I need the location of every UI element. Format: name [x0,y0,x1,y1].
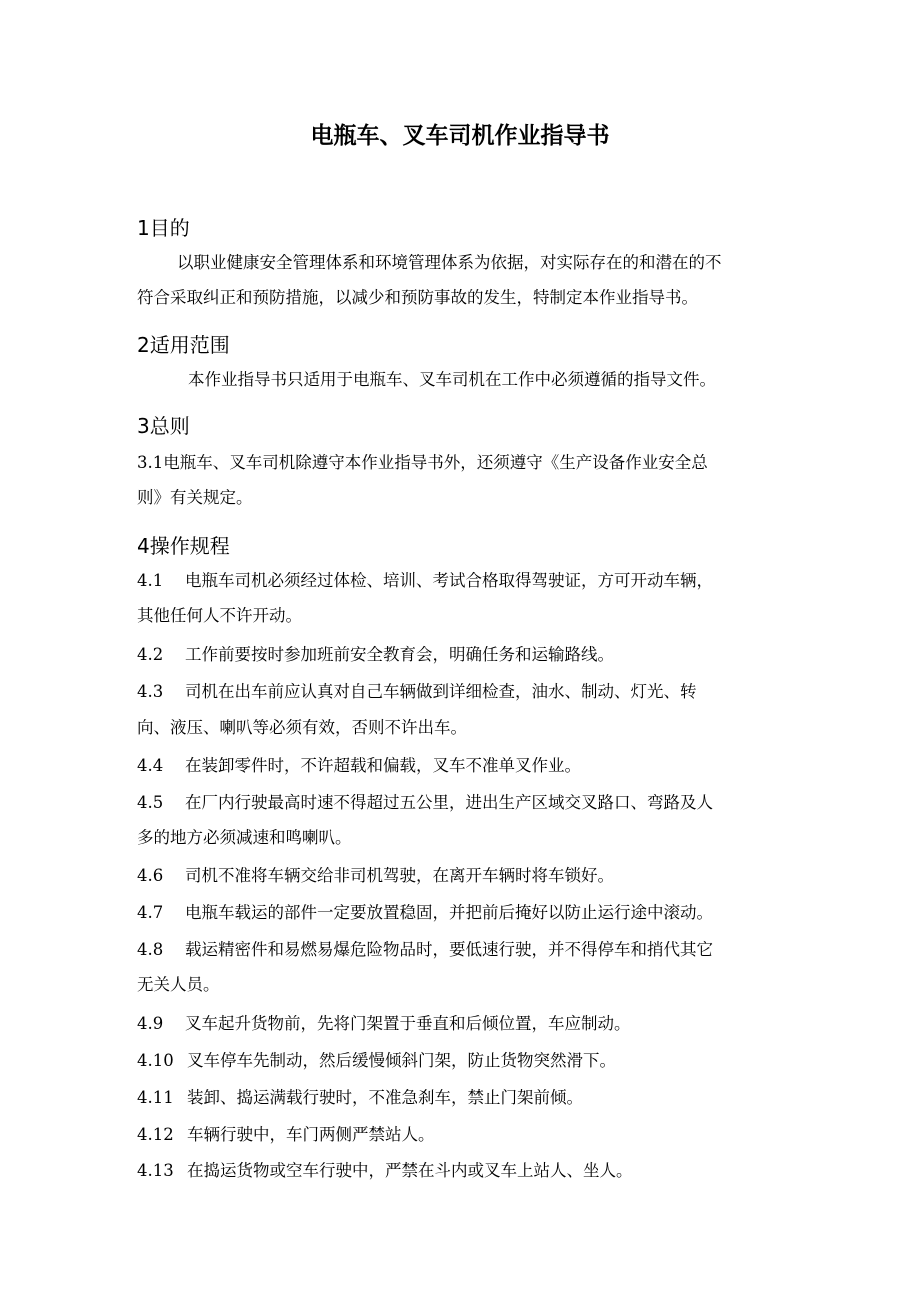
section-heading-scope: 2适用范围 [137,333,230,357]
item-text: 载运精密件和易燃易爆危险物品时，要低速行驶，并不得停车和捎代其它 [185,940,713,959]
item-number: 4.7 [137,903,164,922]
item-continuation: 无关人员。 [137,975,220,994]
item-text: 叉车起升货物前，先将门架置于垂直和后倾位置，车应制动。 [185,1014,631,1033]
item-number: 4.1 [137,571,164,590]
section-heading-purpose: 1目的 [137,216,190,240]
general-line-1: 3.1电瓶车、叉车司机除遵守本作业指导书外，还须遵守《生产设备作业安全总 [137,453,708,472]
item-text: 司机在出车前应认真对自己车辆做到详细检查，油水、制动、灯光、转 [185,682,697,701]
general-line-2: 则》有关规定。 [137,488,253,507]
purpose-line-1: 以职业健康安全管理体系和环境管理体系为依据，对实际存在的和潜在的不 [177,253,722,272]
item-number: 4.12 [137,1125,174,1144]
item-number: 4.11 [137,1088,174,1107]
purpose-line-2: 符合采取纠正和预防措施，以减少和预防事故的发生，特制定本作业指导书。 [137,288,698,307]
list-item [137,1012,631,1036]
scope-line-1: 本作业指导书只适用于电瓶车、叉车司机在工作中必须遵循的指导文件。 [188,370,716,389]
list-item [137,754,581,778]
item-text: 在装卸零件时，不许超载和偏载，叉车不准单叉作业。 [185,756,581,775]
list-item [137,643,614,667]
section-heading-general: 3总则 [137,414,190,438]
item-continuation: 多的地方必须减速和鸣喇叭。 [137,828,352,847]
list-item [137,1049,616,1073]
item-text: 工作前要按时参加班前安全教育会，明确任务和运输路线。 [185,645,614,664]
list-item [137,1086,583,1110]
item-continuation: 其他任何人不许开动。 [137,606,302,625]
item-text: 车辆行驶中，车门两侧严禁站人。 [187,1125,435,1144]
item-text: 在捣运货物或空车行驶中，严禁在斗内或叉车上站人、坐人。 [187,1161,633,1180]
item-number: 4.13 [137,1161,174,1180]
list-item [137,680,697,704]
item-number: 4.3 [137,682,164,701]
item-number: 4.6 [137,866,164,885]
list-item [137,791,713,815]
list-item [137,1159,633,1183]
document-title: 电瓶车、叉车司机作业指导书 [310,123,610,149]
item-continuation: 向、液压、喇叭等必须有效，否则不许出车。 [137,718,467,737]
list-item [137,864,614,888]
item-number: 4.9 [137,1014,164,1033]
list-item [137,569,713,593]
item-number: 4.8 [137,940,164,959]
item-number: 4.5 [137,793,164,812]
item-number: 4.10 [137,1051,174,1070]
section-heading-procedures: 4操作规程 [137,534,230,558]
item-text: 在厂内行驶最高时速不得超过五公里，进出生产区域交叉路口、弯路及人 [185,793,713,812]
item-text: 电瓶车司机必须经过体检、培训、考试合格取得驾驶证，方可开动车辆， [185,571,713,590]
item-text: 装卸、捣运满载行驶时，不准急刹车，禁止门架前倾。 [187,1088,583,1107]
item-number: 4.2 [137,645,164,664]
item-number: 4.4 [137,756,164,775]
list-item [137,1123,435,1147]
list-item [137,938,713,962]
item-text: 电瓶车载运的部件一定要放置稳固，并把前后掩好以防止运行途中滚动。 [185,903,713,922]
item-text: 叉车停车先制动，然后缓慢倾斜门架，防止货物突然滑下。 [187,1051,616,1070]
item-text: 司机不准将车辆交给非司机驾驶，在离开车辆时将车锁好。 [185,866,614,885]
list-item [137,901,713,925]
